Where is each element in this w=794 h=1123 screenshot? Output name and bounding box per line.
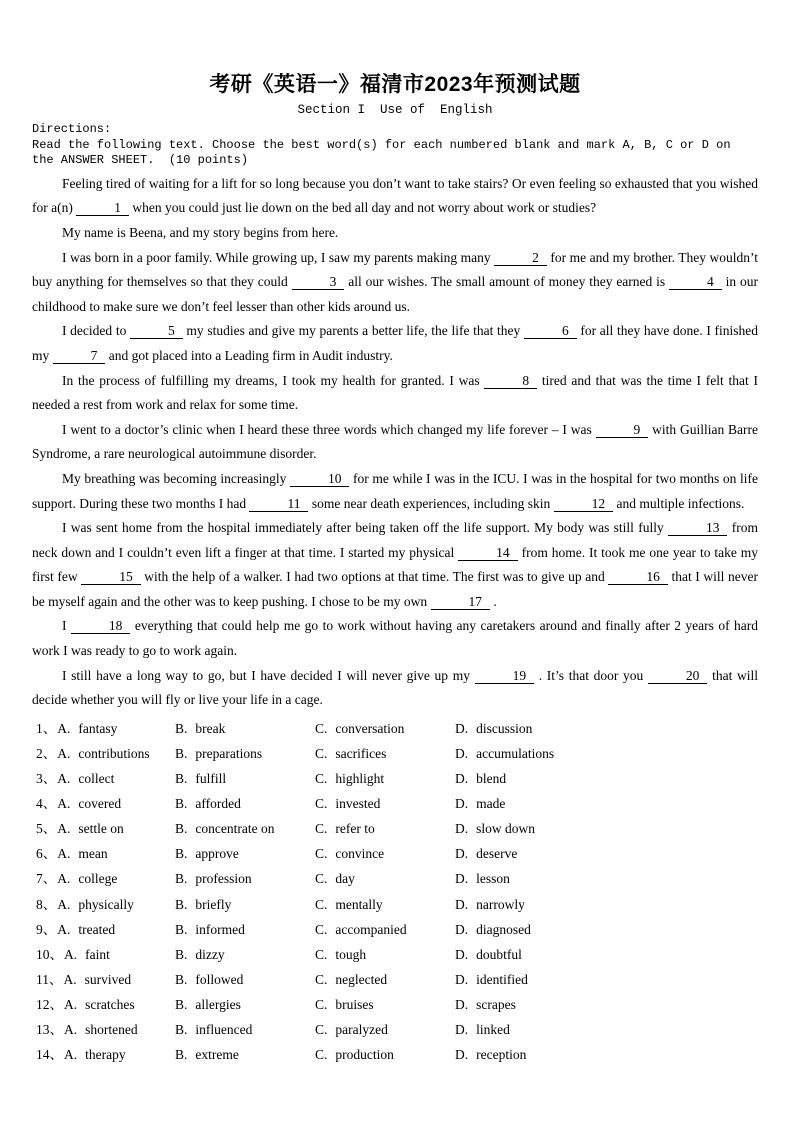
blank-18: 18: [71, 619, 131, 634]
option-cell: [315, 992, 455, 1017]
option-letter: B.: [175, 821, 188, 837]
question-number: 4、: [36, 796, 57, 812]
option-cell: [36, 892, 175, 917]
question-number: 11、: [36, 971, 63, 987]
option-cell: [315, 866, 455, 891]
option-text: linked: [476, 1021, 510, 1037]
blank-11: 11: [249, 497, 308, 512]
option-text: discussion: [476, 720, 533, 736]
option-cell: [175, 841, 315, 866]
option-letter: D.: [455, 796, 469, 812]
option-cell: [315, 967, 455, 992]
blank-20: 20: [648, 669, 708, 684]
passage-paragraph: My breathing was becoming increasingly 10 for me while I was in the ICU. I was in the hospital for two months on life support. During these two months I had 11 some near death experiences, including skin 12 and multiple infections.: [32, 470, 758, 511]
option-cell: [315, 716, 455, 741]
option-letter: A.: [64, 946, 78, 962]
option-cell: [455, 716, 758, 741]
option-text: diagnosed: [476, 921, 531, 937]
option-text: college: [78, 871, 118, 887]
option-letter: C.: [315, 796, 328, 812]
question-number: 1、: [36, 720, 57, 736]
option-text: preparations: [195, 745, 263, 761]
option-cell: [175, 942, 315, 967]
option-letter: A.: [57, 821, 71, 837]
option-letter: D.: [455, 996, 469, 1012]
option-letter: D.: [455, 1047, 469, 1063]
question-row: [36, 967, 758, 992]
option-letter: B.: [175, 896, 188, 912]
option-letter: C.: [315, 821, 328, 837]
option-letter: A.: [64, 996, 78, 1012]
blank-14: 14: [458, 546, 518, 561]
option-letter: D.: [455, 971, 469, 987]
option-letter: D.: [455, 821, 469, 837]
option-cell: [175, 967, 315, 992]
page-title: 考研《英语一》福清市2023年预测试题: [209, 73, 581, 96]
option-cell: [36, 841, 175, 866]
option-text: physically: [78, 896, 134, 912]
option-text: refer to: [335, 821, 375, 837]
option-letter: B.: [175, 946, 188, 962]
option-cell: [455, 917, 758, 942]
option-cell: [36, 791, 175, 816]
option-letter: B.: [175, 921, 188, 937]
option-cell: [36, 917, 175, 942]
option-letter: A.: [64, 1021, 78, 1037]
option-text: blend: [476, 771, 507, 787]
option-letter: D.: [455, 1021, 469, 1037]
question-number: 6、: [36, 846, 57, 862]
passage-paragraph: In the process of fulfilling my dreams, I took my health for granted. I was 8 tired and that was the time I felt that I needed a rest from work and relax for some time.: [32, 372, 758, 413]
option-text: fulfill: [195, 771, 227, 787]
option-text: day: [335, 871, 355, 887]
option-letter: C.: [315, 896, 328, 912]
option-letter: B.: [175, 1021, 188, 1037]
option-letter: C.: [315, 771, 328, 787]
blank-16: 16: [608, 570, 668, 585]
question-row: [36, 1017, 758, 1042]
option-text: informed: [195, 921, 245, 937]
option-text: reception: [476, 1047, 527, 1063]
option-letter: D.: [455, 771, 469, 787]
question-row: [36, 816, 758, 841]
option-letter: A.: [57, 745, 71, 761]
blank-15: 15: [81, 570, 141, 585]
option-letter: D.: [455, 846, 469, 862]
option-text: accompanied: [335, 921, 407, 937]
option-text: neglected: [335, 971, 388, 987]
option-letter: C.: [315, 946, 328, 962]
option-cell: [175, 917, 315, 942]
section-heading: Section I Use of English: [297, 103, 493, 117]
option-cell: [175, 866, 315, 891]
option-text: highlight: [335, 771, 385, 787]
option-text: mentally: [335, 896, 383, 912]
blank-7: 7: [53, 349, 106, 364]
option-letter: B.: [175, 871, 188, 887]
question-number: 13、: [36, 1021, 63, 1037]
question-number: 7、: [36, 871, 57, 887]
option-letter: A.: [57, 846, 71, 862]
option-letter: A.: [57, 796, 71, 812]
option-cell: [315, 1017, 455, 1042]
option-text: mean: [78, 846, 108, 862]
option-letter: B.: [175, 996, 188, 1012]
option-text: bruises: [335, 996, 374, 1012]
option-cell: [36, 967, 175, 992]
option-text: narrowly: [476, 896, 525, 912]
option-text: dizzy: [195, 946, 225, 962]
option-letter: C.: [315, 971, 328, 987]
option-cell: [315, 791, 455, 816]
option-text: shortened: [85, 1021, 138, 1037]
option-cell: [455, 816, 758, 841]
option-letter: A.: [57, 871, 71, 887]
option-text: settle on: [78, 821, 124, 837]
directions-text: Read the following text. Choose the best word(s) for each numbered blank and mark A, B, C or D on the ANSWER SHEET. (10 points): [32, 137, 738, 168]
option-cell: [36, 942, 175, 967]
option-cell: [175, 816, 315, 841]
option-cell: [36, 992, 175, 1017]
question-number: 12、: [36, 996, 63, 1012]
option-cell: [315, 841, 455, 866]
option-letter: B.: [175, 796, 188, 812]
option-text: sacrifices: [335, 745, 387, 761]
option-text: allergies: [195, 996, 241, 1012]
blank-10: 10: [290, 472, 350, 487]
question-number: 5、: [36, 821, 57, 837]
directions-label: Directions:: [32, 122, 112, 136]
option-letter: C.: [315, 720, 328, 736]
option-cell: [175, 992, 315, 1017]
option-text: lesson: [476, 871, 510, 887]
option-letter: A.: [57, 896, 71, 912]
option-text: tough: [335, 946, 367, 962]
option-cell: [36, 866, 175, 891]
option-cell: [455, 967, 758, 992]
option-letter: B.: [175, 971, 188, 987]
option-cell: [175, 791, 315, 816]
option-letter: C.: [315, 871, 328, 887]
option-letter: D.: [455, 720, 469, 736]
option-letter: B.: [175, 745, 188, 761]
option-text: convince: [335, 846, 385, 862]
question-row: [36, 741, 758, 766]
question-number: 9、: [36, 921, 57, 937]
question-number: 2、: [36, 745, 57, 761]
option-letter: D.: [455, 745, 469, 761]
passage-paragraph: My name is Beena, and my story begins from here.: [62, 224, 339, 240]
option-text: faint: [85, 946, 110, 962]
option-letter: B.: [175, 846, 188, 862]
option-text: identified: [476, 971, 528, 987]
option-text: extreme: [195, 1047, 239, 1063]
question-number: 3、: [36, 771, 57, 787]
option-text: afforded: [195, 796, 241, 812]
option-cell: [455, 866, 758, 891]
option-text: scrapes: [476, 996, 516, 1012]
option-cell: [315, 917, 455, 942]
passage-paragraph: Feeling tired of waiting for a lift for so long because you don’t want to take stairs? Or even feeling so exhausted that you wished for a(n) 1 when you could just lie down on the bed all day and not worry about work or studies?: [32, 175, 758, 216]
blank-12: 12: [554, 497, 614, 512]
option-cell: [175, 892, 315, 917]
option-letter: A.: [64, 1047, 78, 1063]
option-letter: C.: [315, 1021, 328, 1037]
blank-19: 19: [475, 669, 535, 684]
blank-3: 3: [292, 275, 345, 290]
option-cell: [455, 1042, 758, 1067]
option-cell: [455, 942, 758, 967]
option-text: briefly: [195, 896, 232, 912]
option-text: approve: [195, 846, 239, 862]
option-cell: [36, 766, 175, 791]
option-text: made: [476, 796, 506, 812]
cloze-passage: [32, 172, 758, 713]
option-letter: C.: [315, 921, 328, 937]
option-text: accumulations: [476, 745, 555, 761]
option-cell: [175, 716, 315, 741]
question-number: 14、: [36, 1047, 63, 1063]
option-letter: C.: [315, 745, 328, 761]
blank-17: 17: [431, 595, 491, 610]
option-cell: [315, 1042, 455, 1067]
option-text: slow down: [476, 821, 536, 837]
passage-paragraph: I still have a long way to go, but I have decided I will never give up my 19 . It’s that door you 20 that will decide whether you will fly or live your life in a cage.: [32, 667, 758, 708]
option-cell: [455, 766, 758, 791]
option-cell: [36, 816, 175, 841]
option-letter: B.: [175, 771, 188, 787]
question-row: [36, 766, 758, 791]
option-cell: [455, 791, 758, 816]
option-letter: C.: [315, 846, 328, 862]
question-row: [36, 917, 758, 942]
option-letter: A.: [63, 971, 77, 987]
option-cell: [455, 1017, 758, 1042]
question-options-list: [32, 716, 758, 1067]
passage-paragraph: I was sent home from the hospital immediately after being taken off the life support. My body was still fully 13 from neck down and I couldn’t even lift a finger at that time. I started my physical 14 from home. It took me one year to take my first few 15 with the help of a walker. I had two options at that time. The first was to give up and 16 that I will never be myself again and the other was to keep pushing. I chose to be my own 17 .: [32, 520, 758, 609]
option-cell: [175, 766, 315, 791]
option-text: doubtful: [476, 946, 522, 962]
option-cell: [36, 1042, 175, 1067]
option-cell: [36, 1017, 175, 1042]
option-text: followed: [195, 971, 244, 987]
option-text: conversation: [335, 720, 405, 736]
option-text: fantasy: [78, 720, 118, 736]
option-cell: [315, 892, 455, 917]
blank-2: 2: [494, 251, 547, 266]
option-letter: D.: [455, 871, 469, 887]
question-row: [36, 1042, 758, 1067]
option-cell: [455, 841, 758, 866]
option-cell: [455, 992, 758, 1017]
option-cell: [315, 816, 455, 841]
option-letter: C.: [315, 996, 328, 1012]
option-cell: [36, 741, 175, 766]
option-letter: A.: [57, 771, 71, 787]
option-text: deserve: [476, 846, 518, 862]
passage-paragraph: I went to a doctor’s clinic when I heard these three words which changed my life forever – I was 9 with Guillian Barre Syndrome, a rare neurological autoimmune disorder.: [32, 421, 758, 462]
option-cell: [175, 741, 315, 766]
option-cell: [175, 1042, 315, 1067]
blank-8: 8: [484, 374, 537, 389]
question-row: [36, 841, 758, 866]
question-number: 10、: [36, 946, 63, 962]
question-row: [36, 942, 758, 967]
option-text: paralyzed: [335, 1021, 388, 1037]
option-text: covered: [78, 796, 122, 812]
option-text: collect: [78, 771, 115, 787]
option-cell: [315, 741, 455, 766]
blank-5: 5: [130, 324, 183, 339]
passage-paragraph: I 18 everything that could help me go to work without having any caretakers around and finally after 2 years of hard work I was ready to go to work again.: [32, 618, 758, 659]
option-text: scratches: [85, 996, 135, 1012]
directions-block: [32, 122, 758, 169]
option-letter: D.: [455, 946, 469, 962]
option-cell: [36, 716, 175, 741]
question-row: [36, 866, 758, 891]
blank-4: 4: [669, 275, 722, 290]
option-cell: [315, 766, 455, 791]
option-text: profession: [195, 871, 252, 887]
option-letter: B.: [175, 1047, 188, 1063]
question-row: [36, 716, 758, 741]
question-number: 8、: [36, 896, 57, 912]
passage-paragraph: I decided to 5 my studies and give my parents a better life, the life that they 6 for all they have done. I finished my 7 and got placed into a Leading firm in Audit industry.: [32, 323, 758, 363]
option-cell: [455, 741, 758, 766]
option-text: break: [195, 720, 226, 736]
question-row: [36, 992, 758, 1017]
blank-6: 6: [524, 324, 577, 339]
passage-paragraph: I was born in a poor family. While growing up, I saw my parents making many 2 for me and my brother. They wouldn’t buy anything for themselves so that they could 3 all our wishes. The small amount of money they earned is 4 in our childhood to make sure we don’t feel lesser than other kids around us.: [32, 249, 759, 314]
option-letter: B.: [175, 720, 188, 736]
blank-13: 13: [668, 521, 728, 536]
option-text: production: [335, 1047, 394, 1063]
option-cell: [175, 1017, 315, 1042]
option-text: concentrate on: [195, 821, 275, 837]
option-letter: A.: [57, 921, 71, 937]
blank-1: 1: [76, 201, 129, 216]
option-text: influenced: [195, 1021, 253, 1037]
question-row: [36, 892, 758, 917]
option-text: treated: [78, 921, 116, 937]
option-letter: A.: [57, 720, 71, 736]
option-cell: [455, 892, 758, 917]
blank-9: 9: [596, 423, 649, 438]
option-text: survived: [84, 971, 132, 987]
option-cell: [315, 942, 455, 967]
option-letter: C.: [315, 1047, 328, 1063]
option-letter: D.: [455, 896, 469, 912]
option-text: therapy: [85, 1047, 126, 1063]
option-text: invested: [335, 796, 381, 812]
option-text: contributions: [78, 745, 150, 761]
option-letter: D.: [455, 921, 469, 937]
question-row: [36, 791, 758, 816]
